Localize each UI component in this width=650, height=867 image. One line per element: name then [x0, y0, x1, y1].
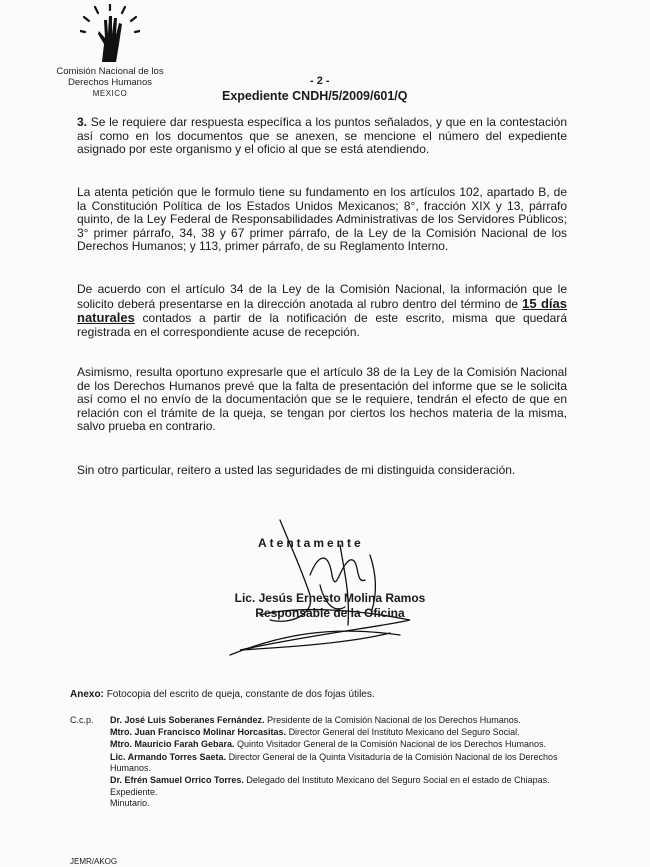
- paragraph-5: Sin otro particular, reitero a usted las seguridades de mi distinguida consideración.: [77, 463, 516, 477]
- paragraph-2: La atenta petición que le formulo tiene su fundamento en los artículos 102, apartado B, de la Constitución Política de los Estados Unidos Mexicanos; 8°, fracción XIX y 13, párrafo quinto, de la Ley Federal de Responsabilidades Administrativas de los Servidores Públicos; 3° primer párrafo, 34, 38 y 67 primer párrafo, de la Ley de la Comisión Nacional de los Derechos Humanos; y 113, primer párrafo, de su Reglamento Interno.: [77, 185, 567, 254]
- paragraph-3-text-b: contados a partir de la notificación de este escrito, misma que quedará registrada en el correspondiente acuse de recepción.: [77, 311, 567, 339]
- ccp-entry-name: Dr. José Luis Soberanes Fernández.: [110, 715, 265, 725]
- ccp-expediente: Expediente.: [110, 787, 158, 798]
- cndh-logo: [40, 4, 180, 99]
- closing-salutation: Atentamente: [258, 536, 364, 550]
- ccp-entry-desc: Director General del Instituto Mexicano del Seguro Social.: [288, 727, 520, 738]
- ccp-entry-desc: Director General de la Quinta Visitaduría de la Comisión Nacional de los Derechos Humanos.: [110, 751, 558, 773]
- ccp-minutario: Minutario.: [110, 798, 150, 809]
- deadline-emphasis: 15 días naturales: [77, 295, 567, 326]
- ccp-entry: [110, 739, 565, 750]
- paragraph-4: Asimismo, resulta oportuno expresarle que el artículo 38 de la Ley de la Comisión Nacional de los Derechos Humanos prevé que la falta de presentación del informe que se le solicita así como el no envío de la documentación que se le requiere, tendrán el efecto de que en relación con el trámite de la queja, se tengan por ciertos los hechos materia de la misma, salvo prueba en contrario.: [77, 365, 567, 434]
- paragraph-1: [77, 116, 567, 157]
- ccp-entry: [110, 727, 565, 738]
- paragraph-3: [77, 283, 567, 339]
- ccp-label: C.c.p.: [70, 715, 94, 725]
- paragraph-1-number: 3.: [77, 115, 88, 129]
- page-number: - 2 -: [310, 75, 330, 87]
- ccp-entry-desc: Quinto Visitador General de la Comisión Nacional de los Derechos Humanos.: [237, 739, 547, 750]
- annex-label: Anexo:: [70, 689, 104, 700]
- signatory-name: Lic. Jesús Ernesto Molina Ramos: [234, 591, 426, 605]
- ccp-entry-desc: Delegado del Instituto Mexicano del Seguro Social en el estado de Chiapas.: [246, 775, 550, 786]
- logo-line-1: Comisión Nacional de los: [56, 66, 164, 77]
- paragraph-1-text: Se le requiere dar respuesta específica a los puntos señalados, y que en la contestación así como en los documentos que se anexen, se mencione el número del expediente asignado por este organismo y el oficio al que se está atendiendo.: [77, 115, 567, 157]
- ccp-entry-name: Mtro. Juan Francisco Molinar Horcasitas.: [110, 727, 287, 738]
- expediente-number: Expediente CNDH/5/2009/601/Q: [222, 89, 408, 103]
- ccp-entry-name: Mtro. Mauricio Farah Gebara.: [110, 739, 235, 750]
- hand-emblem-icon: [80, 4, 140, 64]
- reference-initials: JEMR/AKOG: [70, 857, 118, 866]
- ccp-entry-desc: Presidente de la Comisión Nacional de los Derechos Humanos.: [267, 715, 521, 725]
- ccp-entry: [110, 775, 565, 786]
- annex-note: [70, 689, 375, 700]
- logo-line-3: MEXICO: [92, 89, 128, 98]
- annex-text: Fotocopia del escrito de queja, constante de dos fojas útiles.: [106, 689, 375, 700]
- signatory-title: Responsable de la Oficina: [255, 606, 405, 620]
- ccp-list: [110, 715, 565, 810]
- ccp-entry-name: Lic. Armando Torres Saeta.: [110, 751, 227, 762]
- signatory: [200, 591, 460, 621]
- logo-line-2: Derechos Humanos: [68, 77, 152, 88]
- ccp-entry: [110, 715, 565, 726]
- paragraph-3-text-a: De acuerdo con el artículo 34 de la Ley de la Comisión Nacional, la información que le solicito deberá presentarse en la dirección anotada al rubro dentro del término de: [77, 282, 567, 311]
- ccp-entry: [110, 752, 565, 774]
- ccp-entry-name: Dr. Efrén Samuel Orrico Torres.: [110, 775, 244, 786]
